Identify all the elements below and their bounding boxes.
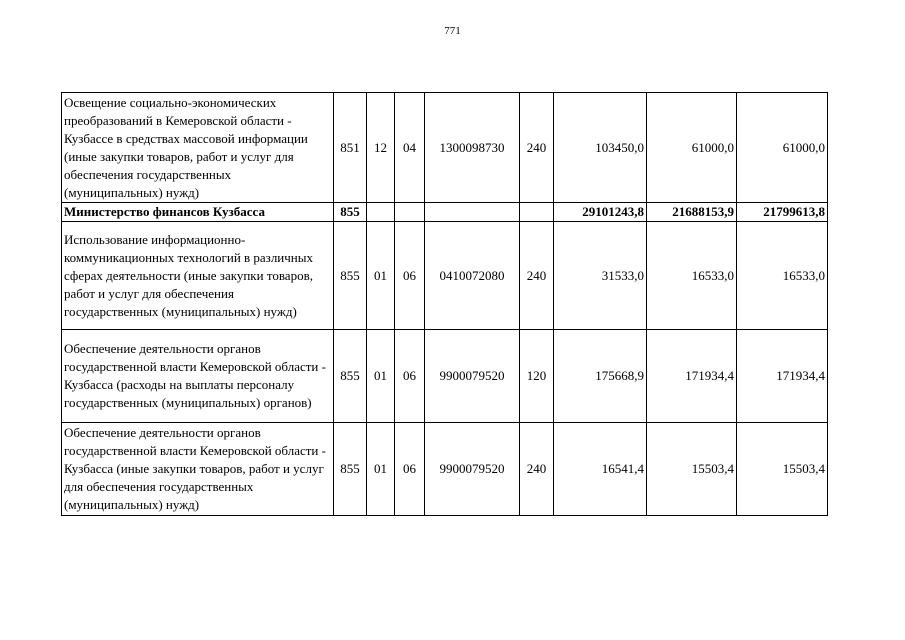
- expense-type-code: [520, 203, 554, 222]
- expense-type-code: 240: [520, 222, 554, 330]
- amount-year-1: 31533,0: [554, 222, 647, 330]
- amount-year-2: 21688153,9: [647, 203, 737, 222]
- ministry-code: 855: [334, 423, 367, 516]
- section-code: 01: [367, 330, 395, 423]
- amount-year-3: 171934,4: [737, 330, 828, 423]
- target-article-code: [425, 203, 520, 222]
- expense-type-code: 240: [520, 423, 554, 516]
- expense-name: Обеспечение деятельности органов государственной власти Кемеровской области - Кузбасса (расходы на выплаты персоналу государственных (муниципальных) органов): [62, 330, 334, 423]
- ministry-code: 855: [334, 203, 367, 222]
- subsection-code: 06: [395, 330, 425, 423]
- ministry-code: 855: [334, 222, 367, 330]
- expense-name: Использование информационно-коммуникационных технологий в различных сферах деятельности (иные закупки товаров, работ и услуг для обеспечения государственных (муниципальных) нужд): [62, 222, 334, 330]
- expense-type-code: 120: [520, 330, 554, 423]
- amount-year-3: 61000,0: [737, 93, 828, 203]
- section-code: [367, 203, 395, 222]
- amount-year-1: 16541,4: [554, 423, 647, 516]
- section-code: 12: [367, 93, 395, 203]
- amount-year-3: 16533,0: [737, 222, 828, 330]
- ministry-code: 851: [334, 93, 367, 203]
- budget-table: [61, 92, 828, 516]
- target-article-code: 9900079520: [425, 423, 520, 516]
- amount-year-1: 29101243,8: [554, 203, 647, 222]
- section-code: 01: [367, 222, 395, 330]
- amount-year-2: 16533,0: [647, 222, 737, 330]
- amount-year-1: 103450,0: [554, 93, 647, 203]
- subsection-code: 06: [395, 222, 425, 330]
- amount-year-2: 171934,4: [647, 330, 737, 423]
- amount-year-2: 61000,0: [647, 93, 737, 203]
- table-row: [62, 423, 828, 516]
- page-number: 771: [444, 25, 461, 37]
- table-row: [62, 93, 828, 203]
- expense-name: Министерство финансов Кузбасса: [62, 203, 334, 222]
- section-code: 01: [367, 423, 395, 516]
- amount-year-3: 15503,4: [737, 423, 828, 516]
- table-row: [62, 330, 828, 423]
- amount-year-2: 15503,4: [647, 423, 737, 516]
- subsection-code: 04: [395, 93, 425, 203]
- expense-type-code: 240: [520, 93, 554, 203]
- target-article-code: 1300098730: [425, 93, 520, 203]
- table-row: [62, 222, 828, 330]
- subsection-code: 06: [395, 423, 425, 516]
- target-article-code: 9900079520: [425, 330, 520, 423]
- table-row: [62, 203, 828, 222]
- amount-year-1: 175668,9: [554, 330, 647, 423]
- ministry-code: 855: [334, 330, 367, 423]
- target-article-code: 0410072080: [425, 222, 520, 330]
- amount-year-3: 21799613,8: [737, 203, 828, 222]
- expense-name: Обеспечение деятельности органов государственной власти Кемеровской области - Кузбасса (иные закупки товаров, работ и услуг для обеспечения государственных (муниципальных) нужд): [62, 423, 334, 516]
- expense-name: Освещение социально-экономических преобразований в Кемеровской области - Кузбассе в средствах массовой информации (иные закупки товаров, работ и услуг для обеспечения государственных (муниципальных) нужд): [62, 93, 334, 203]
- subsection-code: [395, 203, 425, 222]
